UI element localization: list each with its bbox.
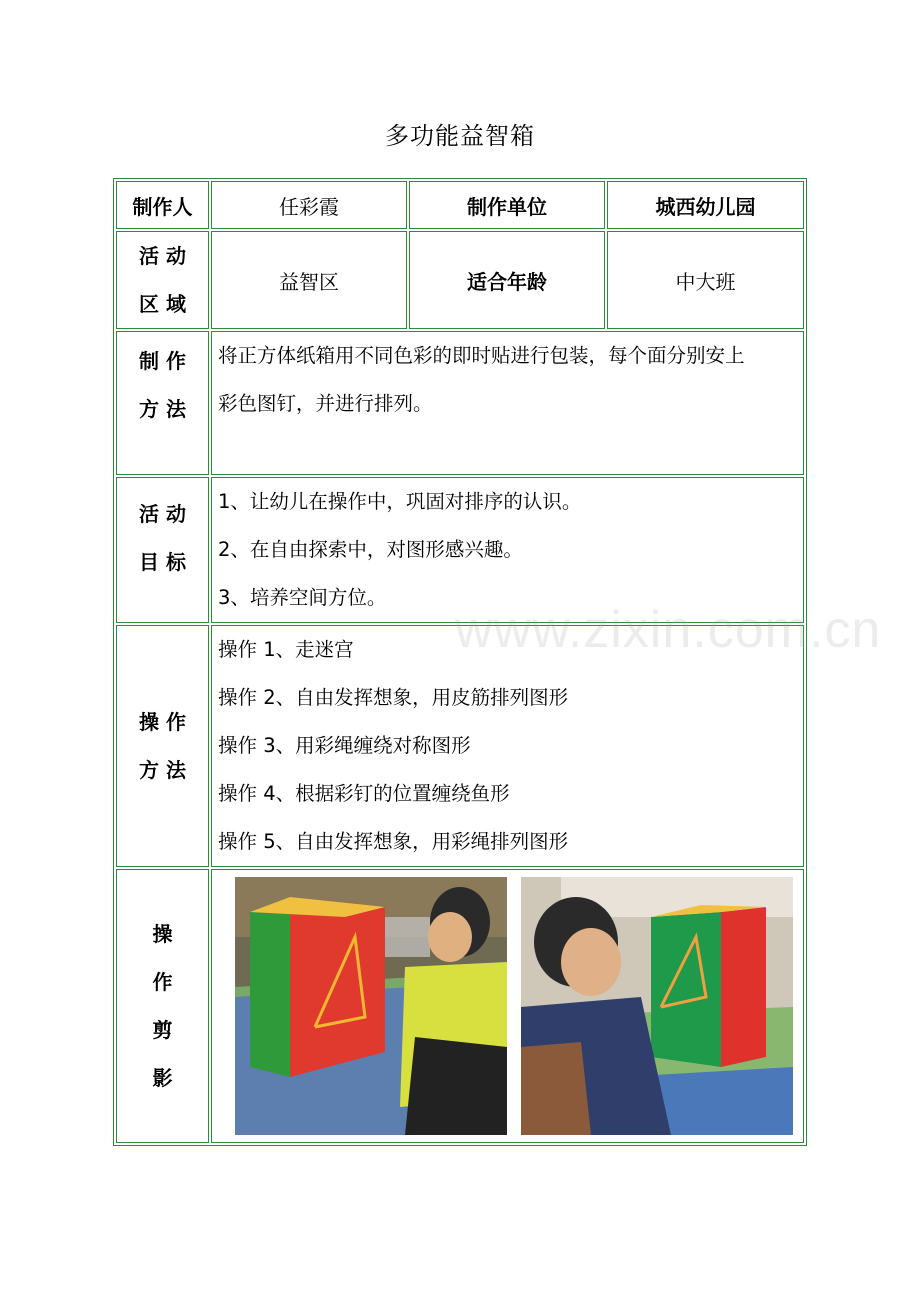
goal-item: 1、让幼儿在操作中，巩固对排序的认识。 [218, 490, 582, 513]
area-label-line-1: 活 动 [139, 244, 186, 268]
area-label-cell [116, 231, 209, 329]
method-label-cell [116, 331, 209, 475]
row-operations [116, 625, 804, 867]
activity-photo-1 [235, 877, 507, 1135]
goal-label-line-1: 活 动 [139, 502, 186, 526]
unit-label: 制作单位 [409, 181, 605, 229]
photo-label-char: 剪 [152, 1018, 173, 1042]
method-text-cell [211, 331, 804, 475]
document-title: 多功能益智箱 [385, 122, 535, 150]
age-value: 中大班 [607, 231, 804, 329]
operation-item: 操作 5、自由发挥想象，用彩绳排列图形 [218, 830, 569, 853]
area-value: 益智区 [211, 231, 407, 329]
goal-item: 3、培养空间方位。 [218, 586, 387, 609]
op-label-line-2: 方 法 [139, 758, 186, 782]
method-line: 彩色图钉，并进行排列。 [218, 392, 433, 415]
operation-item: 操作 3、用彩绳缠绕对称图形 [218, 734, 471, 757]
info-table [113, 178, 807, 1146]
photo-label-cell [116, 869, 209, 1143]
activity-photo-2 [521, 877, 793, 1135]
maker-label: 制作人 [116, 181, 209, 229]
photos-cell [211, 869, 804, 1143]
operation-item: 操作 4、根据彩钉的位置缠绕鱼形 [218, 782, 510, 805]
watermark: www.zixin.com.cn [455, 601, 882, 659]
operation-item: 操作 1、走迷宫 [218, 638, 354, 661]
method-label-line-1: 制 作 [139, 349, 186, 373]
goal-item: 2、在自由探索中，对图形感兴趣。 [218, 538, 523, 561]
operation-item: 操作 2、自由发挥想象，用皮筋排列图形 [218, 686, 569, 709]
goal-label-line-2: 目 标 [139, 550, 186, 574]
maker-value: 任彩霞 [211, 181, 407, 229]
goal-label-cell [116, 477, 209, 623]
area-label-line-2: 区 域 [139, 292, 186, 316]
row-photos [116, 869, 804, 1143]
method-line: 将正方体纸箱用不同色彩的即时贴进行包装，每个面分别安上 [218, 344, 745, 367]
method-label-line-2: 方 法 [139, 397, 186, 421]
row-maker [116, 181, 804, 229]
age-label: 适合年龄 [409, 231, 605, 329]
photo-label-char: 影 [152, 1066, 173, 1090]
row-making-method [116, 331, 804, 475]
op-label-line-1: 操 作 [139, 710, 186, 734]
row-area [116, 231, 804, 329]
operations-cell [211, 625, 804, 867]
photo-label-char: 操 [152, 922, 173, 946]
unit-value: 城西幼儿园 [607, 181, 804, 229]
photo-label-char: 作 [152, 970, 173, 994]
op-label-cell [116, 625, 209, 867]
